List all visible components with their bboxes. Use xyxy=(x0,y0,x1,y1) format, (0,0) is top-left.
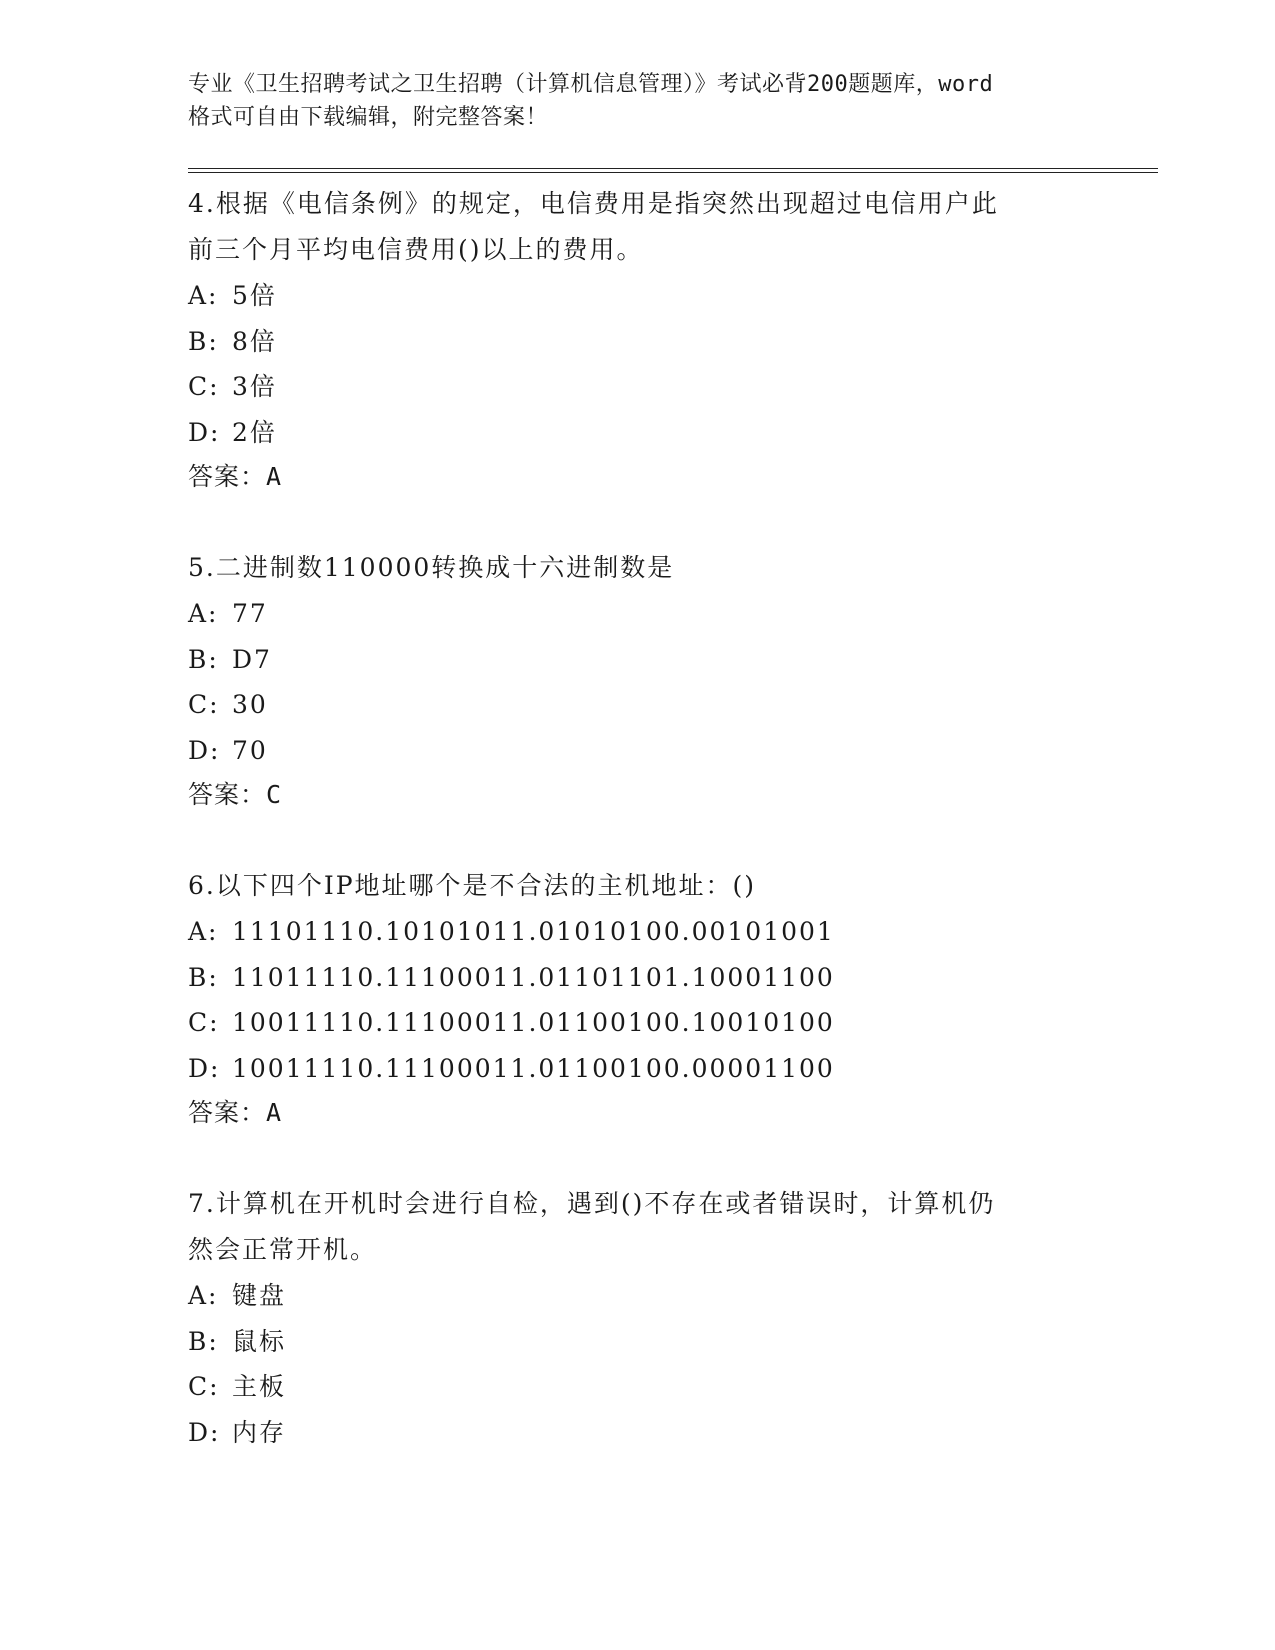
option-key: B: xyxy=(188,1326,219,1356)
option-a xyxy=(188,591,1158,637)
option-key: A: xyxy=(188,281,219,310)
option-text: 11101110.10101011.01010100.00101001 xyxy=(232,917,835,946)
option-d xyxy=(188,1046,1158,1092)
question-5 xyxy=(188,545,1158,817)
option-key: A: xyxy=(188,599,219,628)
option-text: 10011110.11100011.01100100.10010100 xyxy=(232,1008,835,1037)
option-key: D: xyxy=(188,417,221,447)
option-text: 5倍 xyxy=(232,281,277,310)
option-key: B: xyxy=(188,644,219,674)
option-b xyxy=(188,319,1158,365)
question-4 xyxy=(188,181,1158,499)
stem-line: 6.以下四个IP地址哪个是不合法的主机地址：() xyxy=(188,871,757,900)
document-header xyxy=(188,68,1088,134)
option-text: 30 xyxy=(232,690,268,719)
option-text: 11011110.11100011.01101101.10001100 xyxy=(232,962,835,992)
option-c xyxy=(188,682,1158,728)
option-key: D: xyxy=(188,1053,221,1083)
option-key: A: xyxy=(188,917,219,946)
option-d xyxy=(188,410,1158,456)
header-line-1: 专业《卫生招聘考试之卫生招聘（计算机信息管理）》考试必背200题题库，word xyxy=(188,72,994,97)
question-stem xyxy=(188,181,1058,273)
question-stem xyxy=(188,1181,1058,1273)
option-text: 2倍 xyxy=(232,417,277,447)
option-a xyxy=(188,909,1158,955)
option-d xyxy=(188,728,1158,774)
option-b xyxy=(188,637,1158,683)
option-key: D: xyxy=(188,735,221,765)
answer-line: 答案：A xyxy=(188,462,283,491)
option-key: C: xyxy=(188,372,220,401)
option-d xyxy=(188,1410,1158,1456)
option-text: 鼠标 xyxy=(232,1326,287,1356)
option-text: 主板 xyxy=(232,1372,287,1401)
option-text: 键盘 xyxy=(232,1281,287,1310)
option-text: 70 xyxy=(232,735,268,765)
option-key: B: xyxy=(188,326,219,356)
option-text: 10011110.11100011.01100100.00001100 xyxy=(232,1053,835,1083)
option-b xyxy=(188,955,1158,1001)
double-rule-divider xyxy=(188,168,1158,173)
stem-line: 4.根据《电信条例》的规定，电信费用是指突然出现超过电信用户此 xyxy=(188,189,999,218)
answer-line: 答案：C xyxy=(188,780,283,809)
document-page xyxy=(188,68,1158,1501)
question-7 xyxy=(188,1181,1158,1455)
option-b xyxy=(188,1319,1158,1365)
option-key: C: xyxy=(188,690,220,719)
option-key: C: xyxy=(188,1008,220,1037)
option-c xyxy=(188,1000,1158,1046)
option-text: 8倍 xyxy=(232,326,277,356)
option-a xyxy=(188,1273,1158,1319)
option-text: 内存 xyxy=(232,1417,287,1447)
option-key: B: xyxy=(188,962,219,992)
stem-line: 然会正常开机。 xyxy=(188,1235,378,1264)
option-key: A: xyxy=(188,1281,219,1310)
question-list xyxy=(188,181,1158,1455)
option-text: D7 xyxy=(232,644,272,674)
answer-line: 答案：A xyxy=(188,1098,283,1127)
option-key: C: xyxy=(188,1372,220,1401)
option-text: 3倍 xyxy=(232,372,277,401)
stem-line: 前三个月平均电信费用()以上的费用。 xyxy=(188,235,644,264)
stem-line: 7.计算机在开机时会进行自检，遇到()不存在或者错误时，计算机仍 xyxy=(188,1189,996,1218)
option-c xyxy=(188,1364,1158,1410)
question-6 xyxy=(188,863,1158,1135)
option-a xyxy=(188,273,1158,319)
question-stem xyxy=(188,863,1058,909)
question-stem xyxy=(188,545,1058,591)
stem-line: 5.二进制数110000转换成十六进制数是 xyxy=(188,553,675,582)
option-c xyxy=(188,364,1158,410)
header-line-2: 格式可自由下载编辑，附完整答案！ xyxy=(188,105,549,130)
option-key: D: xyxy=(188,1417,221,1447)
option-text: 77 xyxy=(232,599,268,628)
